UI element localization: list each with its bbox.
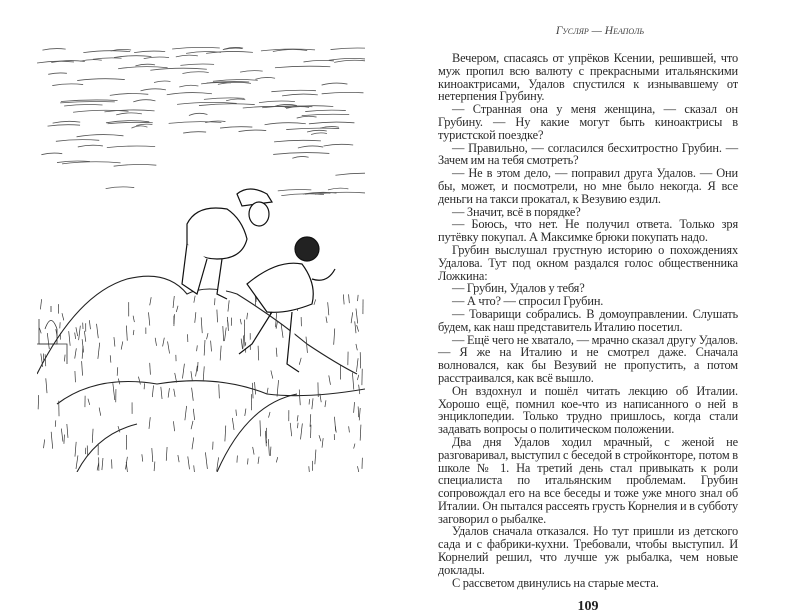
running-head-chapter: Неаполь [605, 25, 644, 37]
sky-stroke [167, 93, 212, 95]
grass-stroke [51, 432, 53, 449]
grass-stroke [92, 429, 93, 443]
grass-stroke [196, 366, 198, 377]
grass-stroke [150, 297, 151, 305]
grass-stroke [188, 456, 190, 469]
paragraph: Два дня Удалов ходил мрачный, с женой не разговаривал, выступил с беседой в стройконторе, потом в школе № 1. На третий день стал привыкать к роли специалиста по итальянским проблемам. Грубин сопровождал его на все беседы и тоже уже много знал об Италии. Он пытался рассеять грусть Корнелия и в субботу заговорил о рыбалке. [438, 436, 738, 526]
grass-stroke [39, 328, 41, 333]
grass-stroke [268, 439, 269, 456]
running-head [400, 25, 800, 38]
sky-stroke [298, 146, 323, 148]
grass-stroke [69, 331, 70, 346]
grass-stroke [149, 312, 150, 325]
sky-stroke [154, 81, 170, 82]
paragraph: — Грубин, Удалов у тебя? [438, 282, 738, 295]
grass-stroke [173, 296, 174, 308]
paragraph: — Не в этом дело, — поправил друга Удалов. — Они бы, может, и посмотрели, но мне было некогда. Я все деньги на такси прокатал, к Везувию ездил. [438, 167, 738, 205]
grass-stroke [149, 417, 150, 429]
grass-stroke [89, 320, 90, 329]
grass-stroke [297, 415, 298, 421]
grass-stroke [46, 378, 47, 393]
sky-stroke [180, 64, 214, 65]
ink-drawing [37, 44, 365, 472]
grass-stroke [113, 383, 115, 400]
grass-stroke [44, 439, 45, 448]
grass-stroke [343, 294, 344, 304]
grass-stroke [79, 326, 81, 340]
grass-stroke [126, 326, 127, 341]
sky-stroke [62, 162, 120, 164]
grass-stroke [247, 313, 248, 320]
sky-stroke [292, 156, 308, 158]
grass-stroke [220, 346, 221, 361]
grass-stroke [356, 344, 357, 350]
grass-stroke [277, 380, 279, 396]
right-page [400, 0, 800, 521]
paragraph: Вечером, спасаясь от упрёков Ксении, решившей, что муж пропил всю валюту с прекрасными итальянскими киноактрисами, Удалов спустился к изнывавшему от нетерпения Грубину. [438, 52, 738, 103]
grass-stroke [98, 343, 100, 359]
grass-stroke [211, 341, 212, 352]
grass-stroke [358, 407, 359, 418]
grass-stroke [55, 420, 56, 426]
grass-stroke [118, 426, 120, 432]
grass-stroke [354, 402, 355, 413]
grass-stroke [276, 348, 277, 357]
text-column [438, 52, 738, 615]
grass-stroke [276, 457, 277, 462]
grass-stroke [45, 354, 46, 366]
grass-stroke [155, 338, 156, 346]
grass-stroke [102, 458, 103, 470]
grass-hatching [38, 294, 363, 472]
grass-stroke [301, 423, 303, 439]
grass-stroke [61, 429, 63, 442]
grass-stroke [38, 395, 39, 409]
sky-stroke [176, 55, 198, 57]
grass-stroke [178, 455, 179, 462]
grass-stroke [168, 341, 170, 353]
sky-stroke [131, 126, 147, 128]
sky-stroke [226, 99, 245, 101]
grass-stroke [357, 325, 359, 331]
grass-stroke [185, 406, 187, 420]
grass-stroke [356, 358, 358, 372]
sky-stroke [309, 122, 355, 124]
grass-stroke [255, 382, 256, 394]
sky-stroke [275, 66, 330, 68]
grass-stroke [138, 377, 140, 385]
grass-stroke [354, 444, 355, 449]
sky-stroke [278, 189, 312, 190]
grass-stroke [121, 341, 123, 349]
sky-stroke [335, 173, 365, 175]
grass-stroke [325, 400, 326, 407]
grass-stroke [194, 465, 196, 472]
grass-stroke [357, 375, 358, 380]
sky-stroke [48, 125, 81, 127]
grass-stroke [281, 324, 283, 338]
grass-stroke [219, 384, 220, 398]
paragraph: Он вздохнул и пошёл читать лекцию об Италии. Хорошо ещё, помнил кое-что из написанного о ней в энциклопедии. Только трудно пришлось, когда стали задавать вопросы о политическом положении. [438, 385, 738, 436]
grass-stroke [232, 418, 234, 430]
sky-stroke [141, 89, 166, 91]
grass-stroke [201, 317, 202, 333]
sky-stroke [213, 80, 258, 82]
grass-stroke [88, 399, 90, 405]
sky-stroke [52, 84, 83, 86]
grass-stroke [133, 316, 134, 322]
grass-stroke [290, 423, 291, 436]
grass-stroke [240, 319, 241, 324]
grass-stroke [358, 295, 359, 301]
sky-stroke [255, 77, 275, 79]
grass-stroke [356, 309, 358, 324]
paragraph: Удалов сначала отказался. Но тут пришли из детского сада и с фабрики-кухни. Требовали, чтобы выступил. И Корнелий решил, что лучше уж рыбалка, чем новые доклады. [438, 525, 738, 576]
paragraph: — Товарищи собрались. В домоуправлении. Слушать будем, как наш представитель Италию посетил. [438, 308, 738, 334]
paragraph: Грубин выслушал грустную историю о похождениях Удалова. Тут под окном раздался голос общественника Ложкина: [438, 244, 738, 282]
sky-stroke [189, 113, 208, 115]
sky-stroke [134, 51, 165, 53]
grass-stroke [110, 355, 111, 362]
grass-stroke [174, 389, 175, 397]
grass-stroke [241, 339, 242, 349]
grass-stroke [117, 367, 118, 376]
grass-stroke [217, 310, 218, 323]
grass-stroke [152, 385, 153, 397]
sky-stroke [322, 83, 348, 85]
grass-stroke [75, 371, 76, 382]
grass-stroke [47, 333, 49, 349]
sky-stroke [83, 51, 130, 53]
sky-stroke [220, 127, 252, 128]
sky-stroke [133, 100, 155, 102]
sky-stroke [307, 130, 327, 132]
left-page [0, 0, 400, 521]
grass-stroke [355, 321, 356, 333]
grass-stroke [267, 388, 268, 394]
grass-stroke [359, 408, 360, 420]
paragraph: — Правильно, — согласился бесхитростно Грубин. — Зачем им на тебя смотреть? [438, 142, 738, 168]
sky-stroke [150, 68, 207, 70]
sky-stroke [179, 85, 198, 87]
sky-stroke [56, 140, 99, 142]
sky-stroke [239, 130, 267, 131]
sky-stroke [265, 123, 306, 125]
grass-stroke [99, 408, 101, 416]
sky-stroke [281, 194, 324, 196]
grass-stroke [64, 355, 65, 362]
grass-stroke [64, 435, 65, 444]
grass-stroke [357, 466, 359, 472]
grass-stroke [252, 383, 253, 399]
grass-stroke [154, 462, 155, 471]
grass-stroke [195, 312, 196, 323]
grass-stroke [236, 410, 237, 416]
grass-stroke [204, 340, 205, 356]
running-head-book: Гусляр [556, 25, 589, 37]
grass-stroke [245, 409, 246, 416]
sky-stroke [77, 79, 125, 81]
body-text [438, 52, 738, 589]
grass-stroke [258, 346, 259, 361]
grass-stroke [334, 417, 335, 431]
grass-stroke [173, 421, 174, 431]
page-number: 109 [438, 599, 738, 615]
grass-stroke [223, 326, 224, 341]
sky-stroke [286, 128, 339, 129]
sky-stroke [182, 72, 208, 74]
grass-stroke [322, 438, 323, 448]
sky-stroke [53, 121, 81, 123]
grass-stroke [75, 333, 76, 339]
grass-stroke [75, 348, 77, 358]
grass-stroke [166, 447, 167, 461]
sky-hatching [37, 47, 365, 195]
grass-stroke [299, 358, 301, 365]
paragraph: — Боюсь, что нет. Не получил ответа. Только зря путёвку покупал. А Максимке брюки покупать надо. [438, 218, 738, 244]
grass-stroke [207, 333, 208, 339]
grass-stroke [297, 423, 298, 428]
grass-stroke [152, 448, 153, 462]
sky-stroke [60, 102, 115, 103]
sky-stroke [136, 124, 152, 125]
grass-stroke [176, 306, 178, 312]
sky-stroke [169, 122, 222, 124]
sky-stroke [48, 73, 67, 74]
grass-stroke [114, 337, 115, 346]
sky-stroke [42, 49, 65, 51]
sky-stroke [116, 113, 142, 115]
sky-stroke [259, 101, 295, 103]
grass-stroke [253, 447, 254, 455]
grass-stroke [351, 312, 353, 323]
sky-stroke [135, 64, 155, 66]
sky-stroke [334, 60, 365, 62]
grass-stroke [97, 324, 99, 338]
sky-stroke [328, 188, 348, 190]
grass-stroke [315, 450, 316, 465]
grass-stroke [192, 437, 194, 449]
hill [37, 276, 365, 472]
sky-stroke [144, 57, 169, 59]
sky-stroke [93, 58, 122, 59]
grass-stroke [203, 366, 204, 381]
paragraph: — А что? — спросил Грубин. [438, 295, 738, 308]
grass-stroke [228, 300, 229, 311]
sky-stroke [199, 104, 255, 106]
grass-stroke [182, 364, 184, 379]
grass-stroke [40, 299, 41, 309]
grass-stroke [205, 452, 207, 469]
grass-stroke [328, 302, 329, 315]
grass-stroke [67, 424, 68, 438]
grass-stroke [276, 322, 277, 329]
grass-stroke [150, 363, 151, 375]
grass-stroke [349, 426, 350, 432]
grass-stroke [224, 328, 226, 342]
sky-stroke [311, 133, 327, 135]
paragraph: С рассветом двинулись на старые места. [438, 577, 738, 590]
grass-stroke [299, 390, 300, 406]
grass-stroke [76, 455, 78, 469]
grass-stroke [312, 398, 313, 409]
grass-stroke [142, 454, 143, 461]
grass-stroke [243, 335, 244, 349]
sky-stroke [282, 94, 318, 96]
sky-stroke [172, 47, 220, 49]
grass-stroke [75, 442, 76, 457]
grass-stroke [126, 462, 127, 472]
grass-stroke [326, 317, 327, 323]
grass-stroke [194, 296, 195, 303]
grass-stroke [62, 313, 64, 320]
sky-stroke [305, 110, 346, 111]
grass-stroke [258, 457, 259, 464]
grass-stroke [329, 375, 331, 384]
grass-stroke [314, 299, 316, 304]
paragraph: — Значит, всё в порядке? [438, 206, 738, 219]
grass-stroke [191, 421, 193, 429]
grass-stroke [84, 331, 85, 342]
grass-stroke [197, 345, 198, 351]
sky-stroke [324, 144, 354, 146]
paragraph: — Ещё чего не хватало, — мрачно сказал другу Удалов. — Я же на Италию и не смотрел даже. Сначала волновался, как бы Везувий не пропустить, а потом расстраивался, как всё вышло. [438, 334, 738, 385]
sky-stroke [110, 93, 148, 95]
grass-stroke [349, 294, 350, 303]
sky-stroke [118, 67, 167, 69]
grass-stroke [192, 388, 194, 401]
sky-stroke [106, 187, 135, 189]
sky-stroke [114, 56, 151, 58]
grass-stroke [319, 435, 321, 441]
sky-stroke [183, 132, 206, 133]
grass-stroke [260, 420, 261, 436]
paragraph: — Странная она у меня женщина, — сказал он Грубину. — Ну какие могут быть киноактрисы в туристской поездке? [438, 103, 738, 141]
sky-stroke [273, 50, 307, 52]
illustration [37, 44, 365, 472]
sky-stroke [302, 114, 349, 115]
sky-stroke [114, 164, 157, 166]
grass-stroke [82, 361, 83, 376]
grass-stroke [269, 412, 271, 418]
sky-stroke [297, 116, 317, 118]
grass-stroke [76, 327, 78, 336]
grass-stroke [227, 317, 228, 327]
grass-stroke [248, 458, 249, 464]
grass-stroke [161, 387, 162, 399]
sky-stroke [107, 146, 155, 148]
running-head-separator: — [589, 25, 605, 37]
sky-stroke [64, 104, 102, 106]
grass-stroke [133, 330, 134, 335]
grass-stroke [334, 329, 335, 345]
grass-stroke [193, 409, 194, 420]
sky-stroke [303, 60, 334, 62]
grass-stroke [163, 338, 165, 347]
grass-stroke [225, 426, 226, 442]
grass-stroke [360, 425, 361, 441]
sky-stroke [274, 140, 321, 142]
sky-stroke [273, 153, 329, 155]
grass-stroke [309, 466, 310, 472]
sky-stroke [331, 48, 365, 50]
grass-stroke [191, 371, 192, 381]
grass-stroke [270, 447, 271, 456]
grass-stroke [168, 388, 169, 397]
sky-stroke [41, 153, 62, 155]
grass-stroke [271, 370, 273, 378]
sky-stroke [77, 135, 124, 137]
sky-stroke [78, 145, 103, 147]
sky-stroke [108, 122, 153, 123]
sky-stroke [322, 92, 364, 93]
sky-stroke [271, 90, 316, 91]
sky-stroke [240, 71, 263, 73]
grass-stroke [352, 373, 353, 390]
